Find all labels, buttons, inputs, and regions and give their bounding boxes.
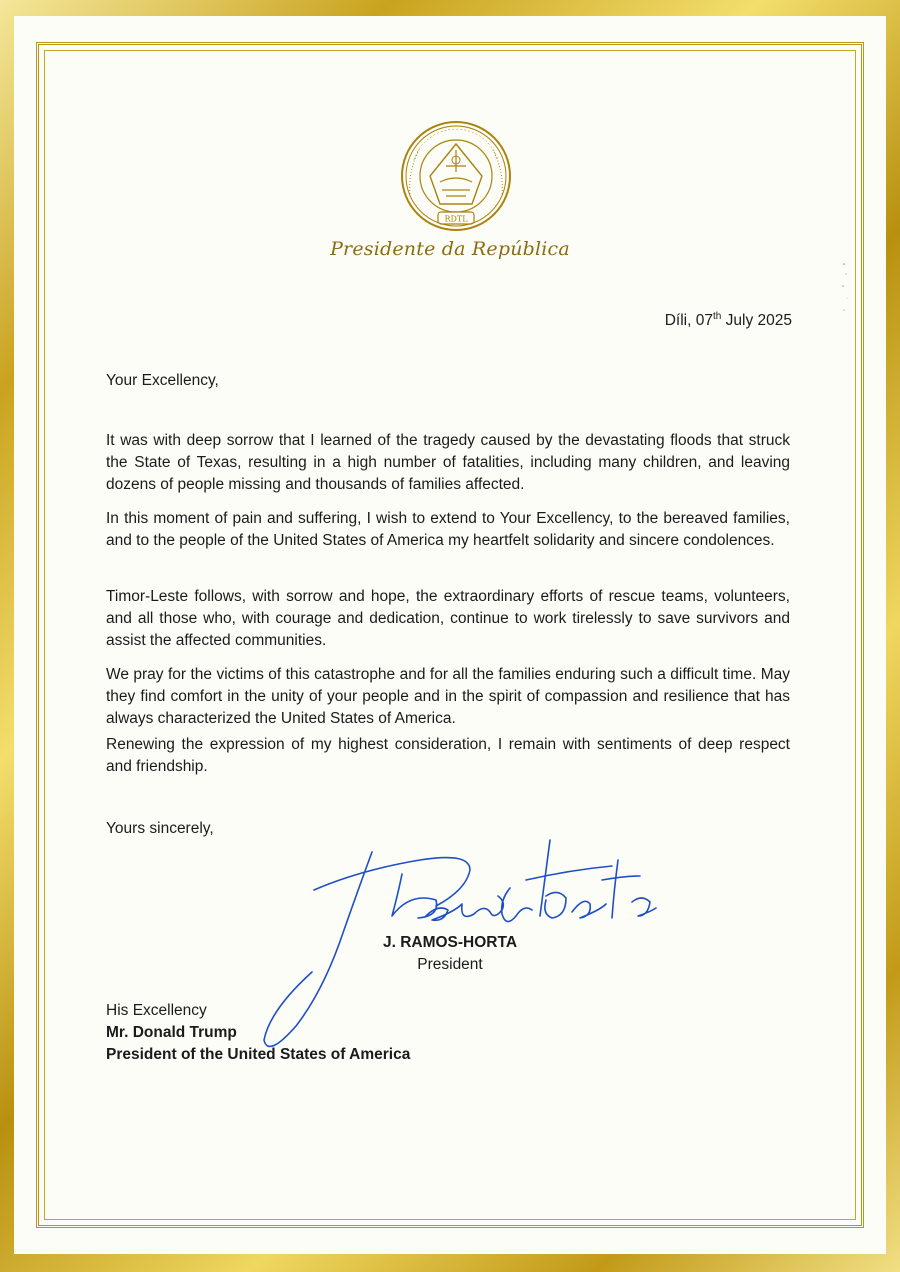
svg-text:RDTL: RDTL	[444, 214, 468, 224]
handwritten-signature	[240, 830, 680, 1060]
letterhead-office: Presidente da República	[330, 238, 570, 260]
signatory-name: J. RAMOS-HORTA	[382, 934, 518, 951]
signatory-title: President	[417, 956, 483, 973]
letter-paragraph: It was with deep sorrow that I learned of the tragedy caused by the devastating floods that struck the State of Texas, resulting in a high number of fatalities, including many children, and leaving dozens of people missing and thousands of families affected.	[106, 432, 790, 493]
letter-date: Díli, 07th July 2025	[664, 311, 792, 330]
letter-closing: Yours sincerely,	[106, 820, 214, 837]
letter-paragraph: Timor-Leste follows, with sorrow and hope, the extraordinary efforts of rescue teams, volunteers, and all those who, with courage and dedication, continue to work tirelessly to save survivors and assist the affected communities.	[106, 588, 790, 649]
addressee-line: His Excellency	[106, 1002, 207, 1019]
letter-paragraph: We pray for the victims of this catastrophe and for all the families enduring such a difficult time. May they find comfort in the unity of your people and in the spirit of compassion and resilience that has always characterized the United States of America.	[106, 666, 790, 727]
letter-salutation: Your Excellency,	[106, 372, 219, 389]
paper-specks	[838, 258, 852, 318]
addressee-name: Mr. Donald Trump	[106, 1024, 237, 1041]
state-seal-emblem	[400, 120, 512, 232]
letter-paragraph: Renewing the expression of my highest consideration, I remain with sentiments of deep respect and friendship.	[106, 736, 790, 775]
letter-paragraph: In this moment of pain and suffering, I wish to extend to Your Excellency, to the bereaved families, and to the people of the United States of America my heartfelt solidarity and sincere condolences.	[106, 510, 790, 549]
addressee-title: President of the United States of America	[106, 1046, 411, 1063]
